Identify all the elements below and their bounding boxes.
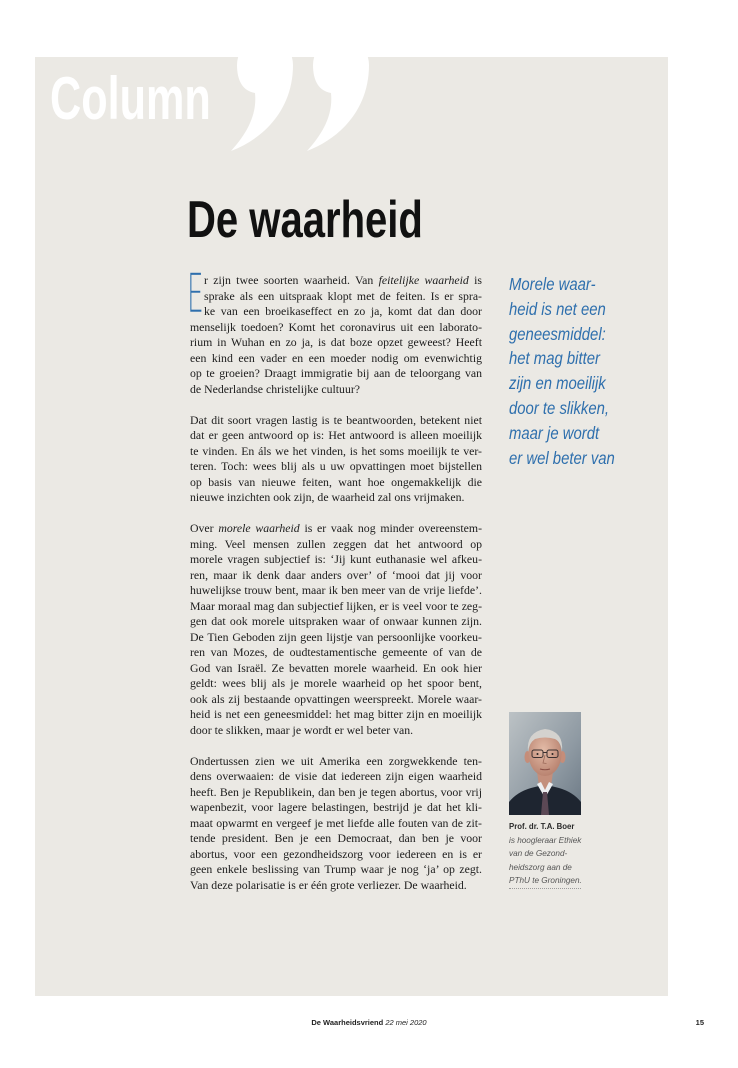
text-line [190,475,482,491]
line-text: wapenbezit, voor lagere belastingen, bestrijd je dat het kli- [190,800,482,814]
text-line [190,583,482,599]
text-line [190,428,482,444]
text-line [190,459,482,475]
line-text: ren, maar ik denk daar anders over’ of ‘mooi dat jij voor [190,567,482,582]
paragraph [190,521,482,738]
text-line [190,878,482,894]
author-caption [509,820,599,888]
line-text: Dat dit soort vragen lastig is te beantwoorden, betekent niet [190,412,482,427]
text-line [204,273,482,289]
text-line [190,568,482,584]
pull-quote-line: Morele waar- [509,274,596,294]
author-bio-line: is hoogleraar Ethiek [509,835,582,845]
text-line [204,304,482,320]
paragraph [190,413,482,506]
text-line [190,413,482,429]
text-line [190,366,482,382]
text-line [190,769,482,785]
text-line [190,630,482,646]
pull-quote-line: geneesmiddel: [509,323,606,344]
text-line [190,537,482,553]
line-text: de Nederlandse christelijke cultuur? [190,381,361,396]
caption-divider [509,888,581,889]
pull-quote-line: door te slikken, [509,397,610,418]
pull-quote-line: zijn en moeilijk [509,373,606,394]
text-segment: r zijn twee soorten waarheid. Van [204,273,379,287]
section-label: Column [50,65,211,132]
text-line [190,382,482,398]
line-text: een kind een vader en een moeder nodig om evenwichtig [190,350,482,365]
line-text: Van deze polarisatie is er één grote verliezer. De waarheid. [190,877,467,892]
line-text: ren van Mozes, de oudtestamentische gemeente of van de [190,645,482,659]
author-name: Prof. dr. T.A. Boer [509,822,575,831]
text-line [190,707,482,723]
text-line [190,785,482,801]
line-text: geldt: wees blij als je morele waarheid op het spoor bent, [190,676,482,690]
text-line [190,490,482,506]
line-text: ming. Veel mensen zullen zeggen dat het antwoord op [190,536,482,551]
line-text: ke van een broeikaseffect en zo ja, komt dat dan door [204,304,482,318]
text-line [190,645,482,661]
text-line [190,862,482,878]
emphasis: feitelijke waarheid [378,273,469,287]
emphasis: morele waarheid [218,521,300,535]
line-text: Maar moraal mag dan subjectief lijken, er is veel voor te zeg- [190,598,482,613]
author-photo [509,712,581,815]
line-text: op basis van nieuwe feiten, want hoe ongemakkelijk die [190,474,482,489]
line-text: op te groeien? Draagt immigratie bij aan de teloorgang van [190,366,482,380]
line-text: sprake als een uitspraak klopt met de feiten. Is er spra- [204,288,482,303]
text-line [190,444,482,460]
text-line [190,676,482,692]
line-text [204,273,482,287]
line-text: tende president. Ben je een Democraat, dan ben je voor [190,831,482,845]
text-line [190,692,482,708]
line-text: maat opwarmt en vergeef je met liefde alle fouten van de zit- [190,815,482,830]
paragraph [190,754,482,894]
text-line [190,320,482,336]
line-text: abortus, voor een gezondheidszorg voor iedereen en is er [190,846,482,861]
publication-name: De Waarheidsvriend [311,1018,384,1027]
text-line [190,521,482,537]
text-segment: is er vaak nog minder overeenstem- [299,521,482,535]
pull-quote-line: maar je wordt [509,422,600,443]
line-text: God van Israël. Ze bevatten morele waarheid. En ook hier [190,660,482,675]
pull-quote [509,272,615,470]
issue-date: 22 mei 2020 [385,1018,427,1027]
line-text: morele vragen subjectief is: ‘Jij kunt euthanasie wel afkeu- [190,552,482,566]
line-text: De Tien Geboden zijn geen lijstje van persoonlijke voorkeu- [190,629,482,644]
line-text: Ondertussen zien we uit Amerika een zorgwekkende ten- [190,753,482,768]
pull-quote-line: er wel beter van [509,447,615,468]
line-text: geen enkele beslissing van Trump waar je nog ‘ja’ op zegt. [190,862,482,876]
quote-marks-icon [225,57,385,157]
line-text: door te slikken, maar je wordt er wel beter van. [190,722,414,737]
line-text: nieuwe inzichten ook zijn, de waarheid zal ons vrijmaken. [190,490,465,504]
line-text: dens overwaaien: de visie dat iedereen zijn eigen waarheid [190,769,482,783]
article-body [190,273,482,909]
text-line [190,754,482,770]
drop-cap: E [188,259,203,326]
author-bio-line: heidszorg aan de [509,862,572,872]
text-segment: Over [190,521,219,535]
line-text [190,521,482,535]
author-bio-line: van de Gezond- [509,849,568,858]
text-line [190,816,482,832]
line-text: huwelijkse trouw bent, maar ik ben meer van de vrije liefde’. [190,583,482,597]
text-line [190,599,482,615]
line-text: teren. Toch: wees blij als u uw opvattingen moet bijstellen [190,459,482,473]
text-line [190,351,482,367]
line-text: ook als zij bestaande opvattingen weerspreekt. Morele waar- [190,691,482,706]
line-text: dat er geen antwoord op is: Het antwoord is alleen moeilijk [190,428,482,442]
pull-quote-line: het mag bitter [509,348,600,369]
pull-quote-line: heid is net een [509,298,606,319]
paragraph [190,273,482,397]
page-number: 15 [695,1018,704,1027]
author-bio-line: PThU te Groningen. [509,876,582,885]
text-line [190,800,482,816]
text-segment: is [468,273,482,287]
text-line [190,614,482,630]
author-portrait-image [509,712,581,815]
text-line [190,335,482,351]
line-text: rium in Wuhan en zo ja, is dat boze opzet geweest? Heeft [190,335,482,349]
line-text: menselijk toedoen? Komt het coronavirus uit een laborato- [190,319,482,334]
text-line [190,661,482,677]
line-text: heid is net een geneesmiddel: het mag bitter zijn en moeilijk [190,707,482,721]
text-line [190,831,482,847]
line-text: te vinden. En áls we het vinden, is het soms moeilijk te ver- [190,443,482,458]
article-title: De waarheid [187,191,423,249]
line-text: gen dat ook morele uitspraken waar of onwaar kunnen zijn. [190,614,482,628]
footer [0,1018,738,1028]
text-line [190,847,482,863]
text-line [190,552,482,568]
text-line [204,289,482,305]
line-text: heeft. Ben je Republikein, dan ben je tegen abortus, voor vrij [190,784,482,799]
text-line [190,723,482,739]
